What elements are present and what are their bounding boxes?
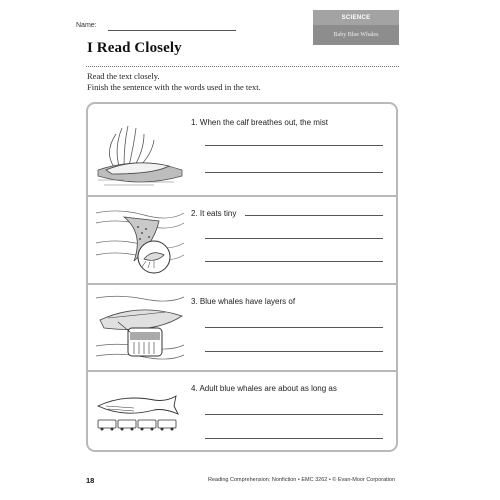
dotted-divider [86,66,399,67]
answer-line-4a[interactable] [205,414,383,415]
answer-line-2a[interactable] [245,215,383,216]
question-1: 1. When the calf breathes out, the mist [191,118,328,127]
topic-label: Baby Blue Whales [333,32,379,38]
whale-spout-icon [94,112,186,188]
answer-line-3a[interactable] [205,327,383,328]
answer-line-1a[interactable] [205,145,383,146]
row-divider [88,195,396,197]
answer-line-1b[interactable] [205,172,383,173]
whale-bus-icon [94,390,186,440]
instruction-line: Finish the sentence with the words used in the text. [87,82,261,92]
subject-label: SCIENCE [313,10,399,25]
question-3: 3. Blue whales have layers of [191,297,296,306]
row-divider [88,283,396,285]
instruction-line: Read the text closely. [87,71,160,81]
page-title: I Read Closely [87,40,182,56]
blubber-icon [94,290,186,366]
question-2: 2. It eats tiny [191,209,237,218]
answer-line-2c[interactable] [205,261,383,262]
instructions [87,71,261,93]
page-number: 18 [86,476,95,485]
name-write-line[interactable] [108,30,236,31]
answer-line-2b[interactable] [205,238,383,239]
footer-credit: Reading Comprehension: Nonfiction • EMC 3262 • © Evan-Moor Corporation [208,477,396,483]
answer-line-4b[interactable] [205,438,383,439]
question-4: 4. Adult blue whales are about as long as [191,384,337,393]
answer-line-3b[interactable] [205,351,383,352]
subject-tab [313,10,399,45]
row-divider [88,370,396,372]
krill-icon [94,203,186,279]
name-label: Name: [76,22,97,29]
